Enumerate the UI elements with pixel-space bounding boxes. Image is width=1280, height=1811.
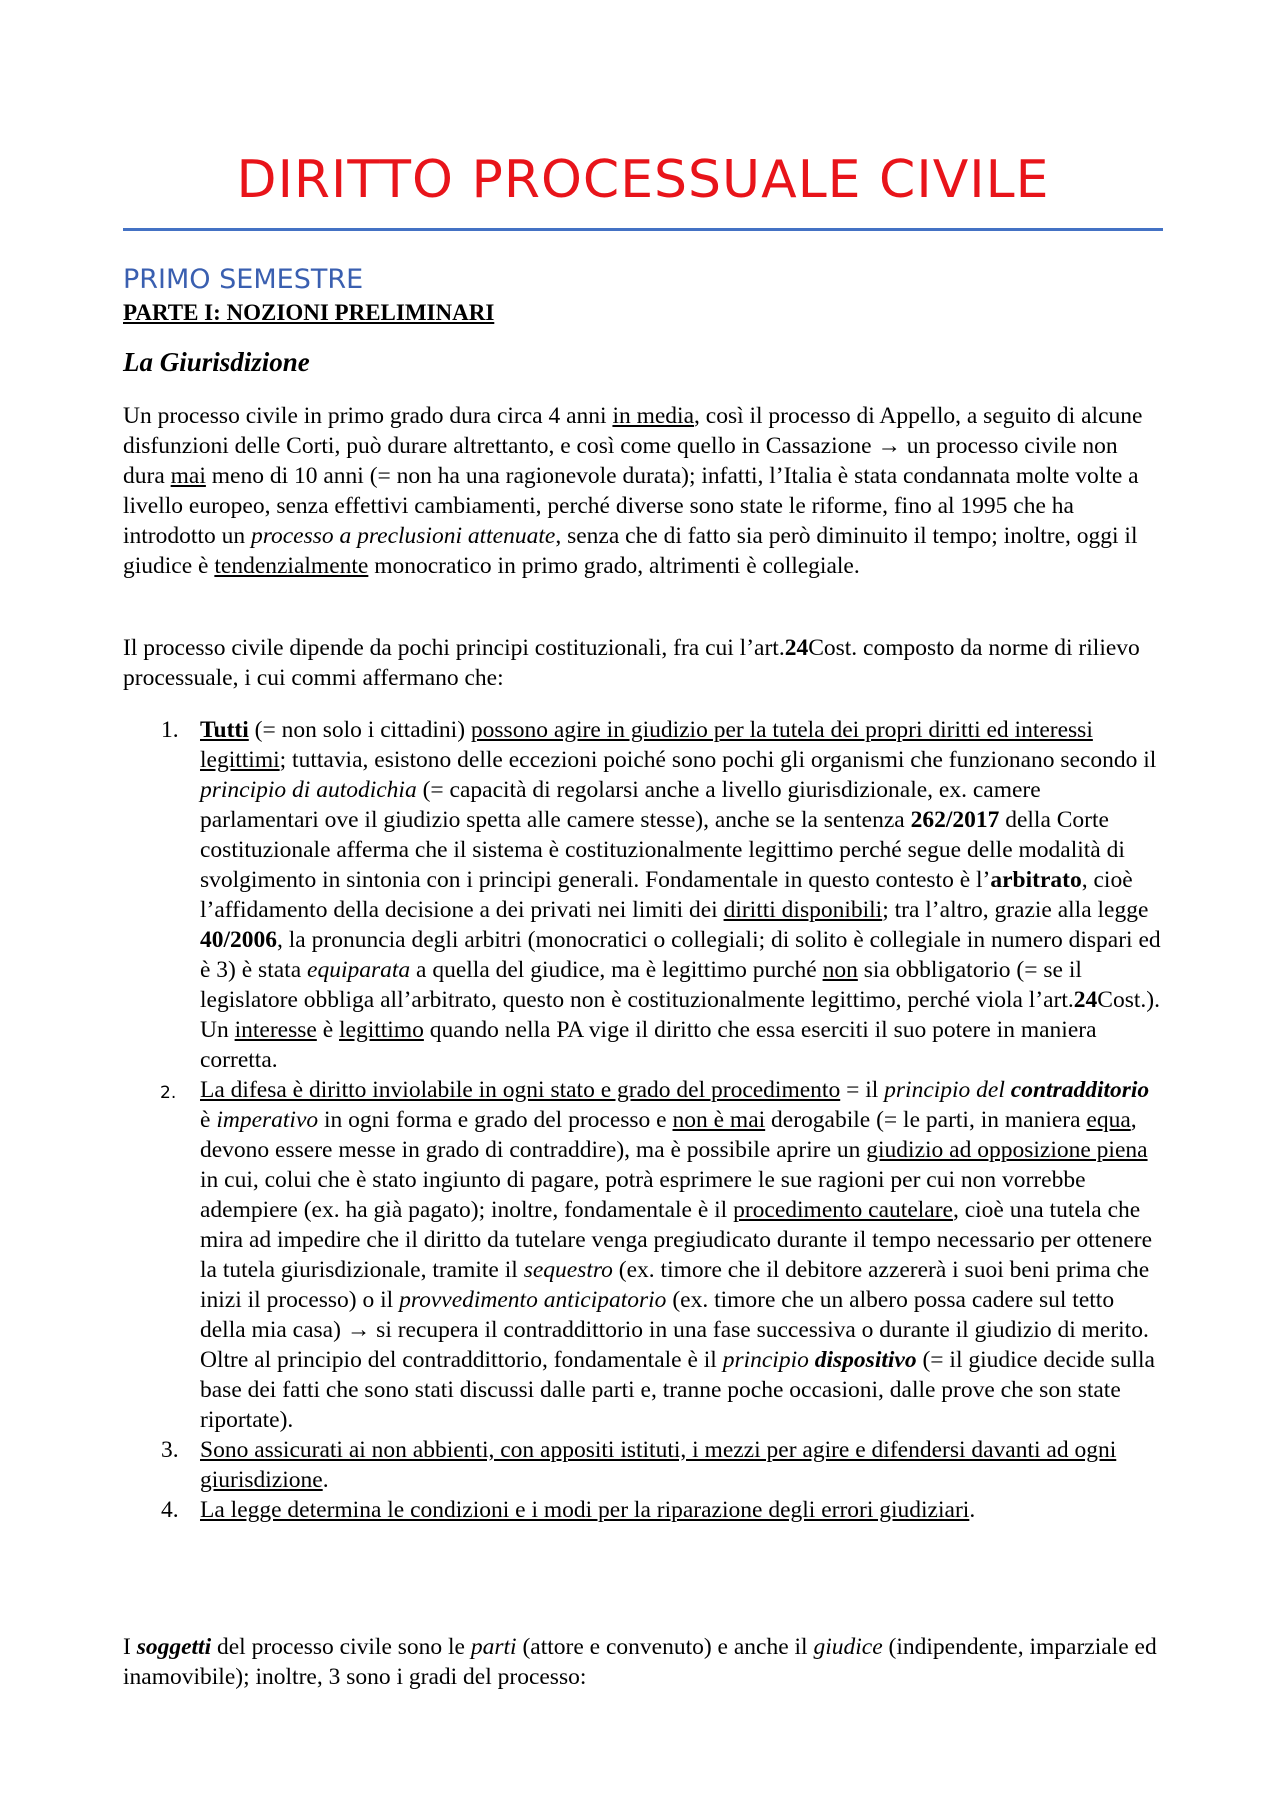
semester-heading: PRIMO SEMESTRE (123, 264, 364, 295)
arrow-icon: → (877, 433, 901, 459)
paragraph-principles: Il processo civile dipende da pochi principi costituzionali, fra cui l’art.24Cost. composto da norme di rilievo processuale, i cui commi affermano che: (123, 635, 1140, 691)
list-item: 4. La legge determina le condizioni e i modi per la riparazione degli errori giudiziari. (161, 1497, 976, 1523)
paragraph-duration: Un processo civile in primo grado dura circa 4 anni in media, così il processo di Appello, a seguito di alcune disfunzioni delle Corti, può durare altrettanto, e così come quello in Cassazione → un processo civile non dura mai meno di 10 anni (= non ha una ragionevole durata); infatti, l’Italia è stata condannata molte volte a livello europeo, senza effettivi cambiamenti, perché diverse sono state le riforme, fino al 1995 che ha introdotto un processo a preclusioni attenuate, senza che di fatto sia però diminuito il tempo; inoltre, oggi il giudice è tendenzialmente monocratico in primo grado, altrimenti è collegiale. (123, 403, 1143, 579)
arrow-icon: → (346, 1317, 371, 1343)
section-heading: La Giurisdizione (123, 347, 310, 377)
part-heading: PARTE I: NOZIONI PRELIMINARI (123, 300, 495, 325)
list-number: 2. (160, 1083, 177, 1103)
title-divider (123, 228, 1163, 231)
article-24-list (123, 715, 1163, 1525)
list-number: 1. (161, 717, 179, 743)
list-item: 3. Sono assicurati ai non abbienti, con appositi istituti, i mezzi per agire e difendersi davanti ad ogni giurisdizione. (161, 1437, 1117, 1493)
list-item: 2. La difesa è diritto inviolabile in ogni stato e grado del procedimento = il principio del contradditorio è imperativo in ogni forma e grado del processo e non è mai derogabile (= le parti, in maniera equa, devono essere messe in grado di contraddire), ma è possibile aprire un giudizio ad opposizione piena in cui, colui che è stato ingiunto di pagare, potrà esprimere le sue ragioni per cui non vorrebbe adempiere (ex. ha già pagato); inoltre, fondamentale è il procedimento cautelare, cioè una tutela che mira ad impedire che il diritto da tutelare venga pregiudicato durante il tempo necessario per ottenere la tutela giurisdizionale, tramite il sequestro (ex. timore che il debitore azzererà i suoi beni prima che inizi il processo) o il provvedimento anticipatorio (ex. timore che un albero possa cadere sul tetto della mia casa) → si recupera il contraddittorio in una fase successiva o durante il giudizio di merito. Oltre al principio del contraddittorio, fondamentale è il principio dispositivo (= il giudice decide sulla base dei fatti che sono stati discussi dalle parti e, tranne poche occasioni, dalle prove che son state riportate). (160, 1077, 1155, 1433)
list-number: 4. (161, 1497, 179, 1523)
document-title: DIRITTO PROCESSUALE CIVILE (236, 150, 1050, 210)
paragraph-subjects: I soggetti del processo civile sono le parti (attore e convenuto) e anche il giudice (indipendente, imparziale ed inamovibile); inoltre, 3 sono i gradi del processo: (123, 1634, 1157, 1690)
list-item: 1. Tutti (= non solo i cittadini) possono agire in giudizio per la tutela dei propri diritti ed interessi legittimi; tuttavia, esistono delle eccezioni poiché sono pochi gli organismi che funzionano secondo il principio di autodichia (= capacità di regolarsi anche a livello giurisdizionale, ex. camere parlamentari ove il giudizio spetta alle camere stesse), anche se la sentenza 262/2017 della Corte costituzionale afferma che il sistema è costituzionalmente legittimo perché segue delle modalità di svolgimento in sintonia con i principi generali. Fondamentale in questo contesto è l’arbitrato, cioè l’affidamento della decisione a dei privati nei limiti dei diritti disponibili; tra l’altro, grazie alla legge 40/2006, la pronuncia degli arbitri (monocratici o collegiali; di solito è collegiale in numero dispari ed è 3) è stata equiparata a quella del giudice, ma è legittimo purché non sia obbligatorio (= se il legislatore obbliga all’arbitrato, questo non è costituzionalmente legittimo, perché viola l’art.24Cost.). Un interesse è legittimo quando nella PA vige il diritto che essa eserciti il suo potere in maniera corretta. (161, 717, 1161, 1073)
list-number: 3. (161, 1437, 179, 1463)
